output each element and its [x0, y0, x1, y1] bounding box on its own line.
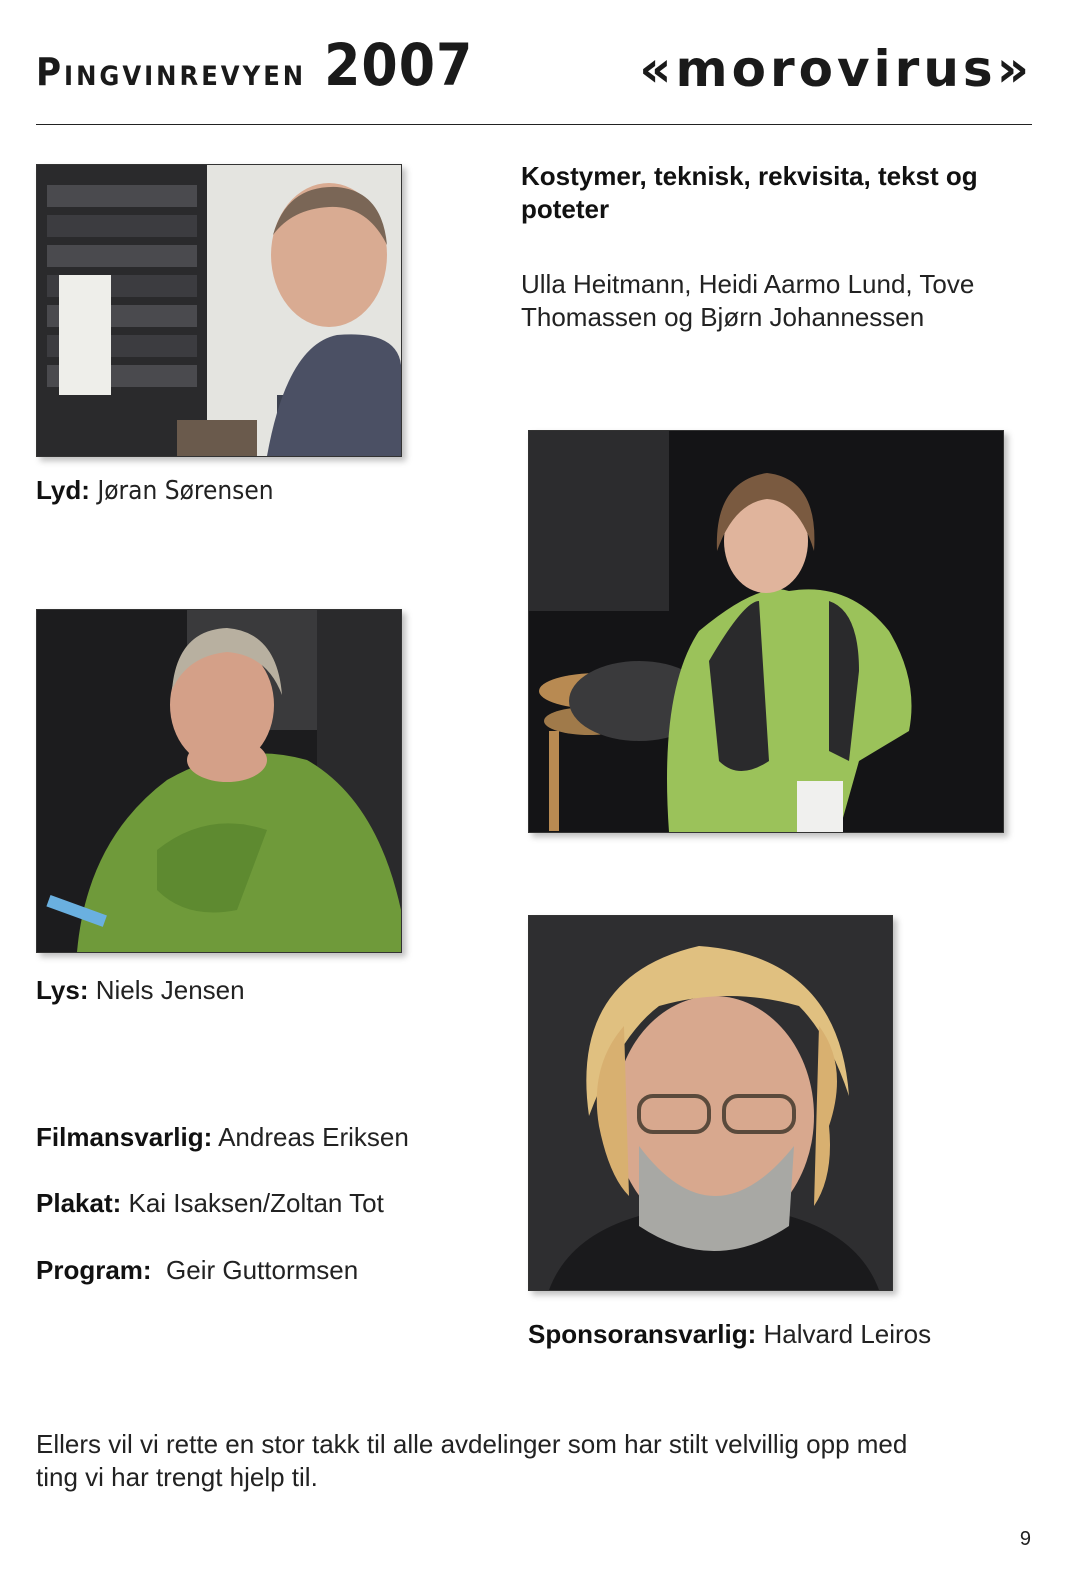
photo-costumes-member: [528, 430, 1004, 833]
poster-label: Plakat:: [36, 1188, 122, 1218]
sound-label: Lyd:: [36, 475, 90, 505]
caption-film: [36, 1121, 409, 1153]
caption-sponsor: [528, 1318, 931, 1350]
page-number: 9: [1019, 1528, 1031, 1550]
revue-year: 2007: [324, 31, 474, 99]
costumes-names: Ulla Heitmann, Heidi Aarmo Lund, Tove Thomassen og Bjørn Johannessen: [521, 269, 975, 332]
film-name: Andreas Eriksen: [212, 1122, 409, 1152]
film-label: Filmansvarlig:: [36, 1122, 213, 1152]
light-label: Lys:: [36, 975, 89, 1005]
caption-light: [36, 974, 245, 1006]
caption-program: [36, 1254, 358, 1286]
page-header-title: [36, 31, 474, 99]
photo-sponsor-manager: [528, 915, 893, 1291]
poster-name: Kai Isaksen/Zoltan Tot: [121, 1188, 384, 1218]
revue-subtitle: «morovirus»: [639, 40, 1033, 98]
costumes-heading: Kostymer, teknisk, rekvisita, tekst og poteter: [521, 161, 978, 224]
light-name: Niels Jensen: [88, 975, 245, 1005]
caption-poster: [36, 1187, 384, 1219]
sound-name: Jøran Sørensen: [89, 476, 274, 506]
photo-sound-technician: [36, 164, 402, 457]
thanks-paragraph: Ellers vil vi rette en stor takk til alle avdelinger som har stilt velvillig opp med ting vi har trengt hjelp til.: [36, 1429, 908, 1492]
caption-sound: [36, 474, 274, 507]
sponsor-name: Halvard Leiros: [756, 1319, 932, 1349]
photo-light-technician: [36, 609, 402, 953]
program-label: Program:: [36, 1255, 152, 1285]
revue-title: Pingvinrevyen: [36, 50, 307, 94]
sponsor-label: Sponsoransvarlig:: [528, 1319, 757, 1349]
header-divider: [36, 124, 1032, 125]
program-name: Geir Guttormsen: [151, 1255, 359, 1285]
